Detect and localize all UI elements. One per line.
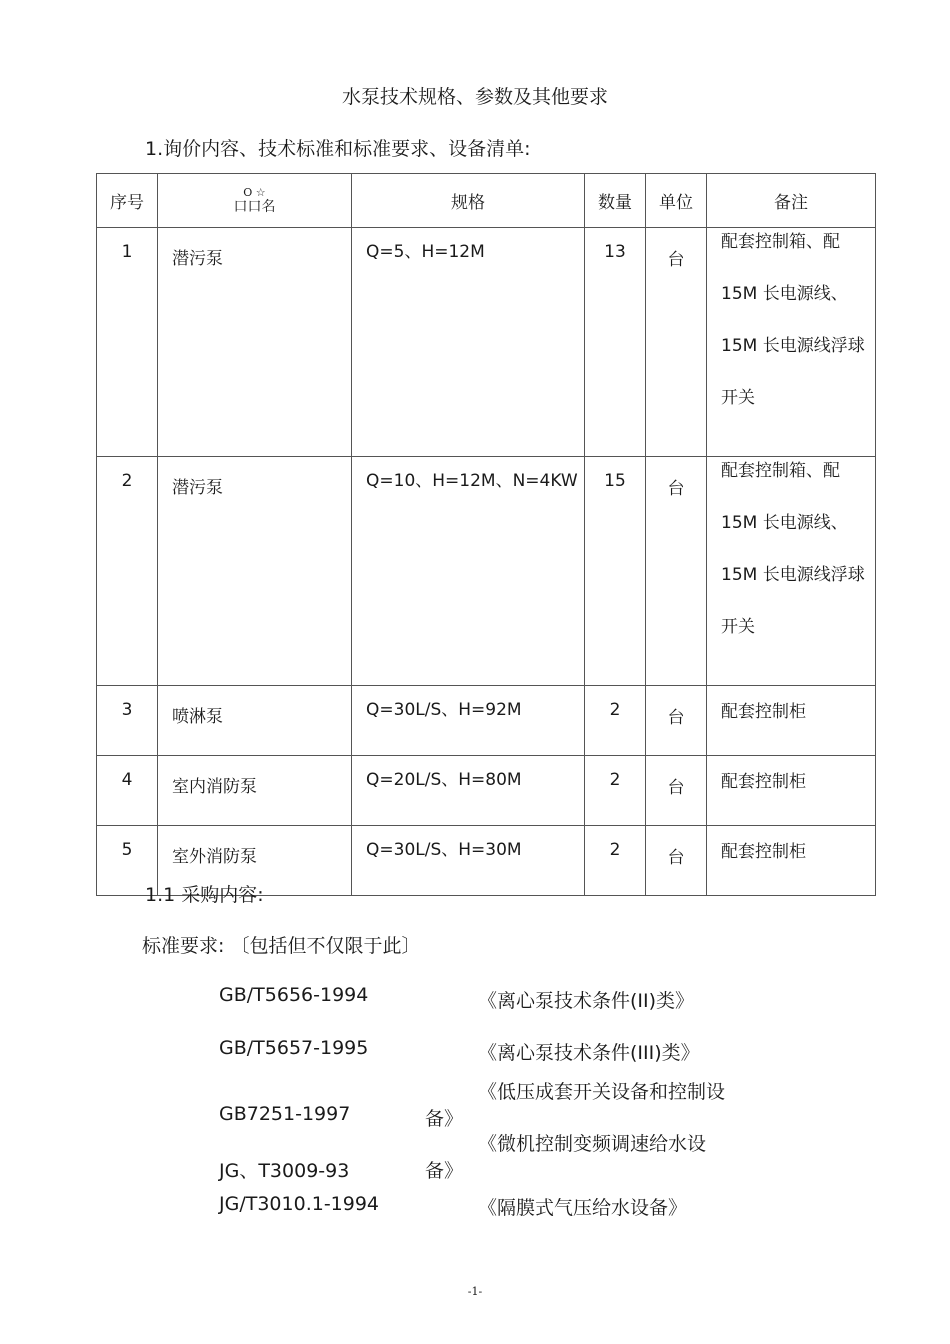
header-name-icon: O ☆ [243,185,266,199]
header-unit: 单位 [646,174,707,228]
row-qty: 13 [585,228,646,457]
row-unit: 台 [646,756,707,826]
row-unit: 台 [646,457,707,686]
table-row [97,457,876,686]
row-unit: 台 [646,228,707,457]
row-spec: Q=10、H=12M、N=4KW [352,457,585,686]
header-remark: 备注 [707,174,876,228]
header-name [158,174,352,228]
row-remark [707,228,876,457]
standard-code: JG、T3009-93 [219,1160,350,1182]
standard-code: JG/T3010.1-1994 [219,1193,380,1215]
standard-name: 《微机控制变频调速给水设 [478,1133,707,1155]
row-no: 4 [97,756,158,826]
standards-label: 标准要求: 〔包括但不仅限于此〕 [142,935,421,957]
remark-line: 开关 [721,388,755,408]
row-no: 1 [97,228,158,457]
row-no: 3 [97,686,158,756]
row-qty: 15 [585,457,646,686]
row-no: 5 [97,826,158,896]
row-qty: 2 [585,686,646,756]
remark-line: 15M 长电源线、 [721,513,848,533]
standard-code: GB/T5656-1994 [219,984,369,1006]
row-name: 室外消防泵 [158,826,352,896]
standard-name-tail: 备》 [425,1108,464,1130]
row-unit: 台 [646,686,707,756]
remark-line: 15M 长电源线、 [721,284,848,304]
standard-name: 《离心泵技术条件(II)类》 [478,990,695,1012]
remark-line: 15M 长电源线浮球 [721,336,865,356]
standard-name: 《离心泵技术条件(III)类》 [478,1042,700,1064]
standard-code: GB7251-1997 [219,1103,351,1125]
equipment-table [96,173,876,896]
row-spec: Q=20L/S、H=80M [352,756,585,826]
row-qty: 2 [585,756,646,826]
row-spec: Q=30L/S、H=30M [352,826,585,896]
page-number: -1- [467,1285,483,1298]
standard-code: GB/T5657-1995 [219,1037,369,1059]
section-heading-1-1: 1.1 采购内容: [145,884,264,906]
row-remark: 配套控制柜 [707,756,876,826]
table-row [97,686,876,756]
header-no: 序号 [97,174,158,228]
row-remark: 配套控制柜 [707,826,876,896]
table-row [97,756,876,826]
row-name: 潜污泵 [158,457,352,686]
row-spec-text: Q=5、H=12M [366,242,485,262]
standard-name-tail: 备》 [425,1160,464,1182]
header-qty: 数量 [585,174,646,228]
header-name-label: 口口名 [233,198,276,215]
table-header-row [97,174,876,228]
row-spec [352,228,585,457]
remark-line: 开关 [721,617,755,637]
row-unit: 台 [646,826,707,896]
row-name: 室内消防泵 [158,756,352,826]
row-remark: 配套控制柜 [707,686,876,756]
row-no: 2 [97,457,158,686]
remark-line: 配套控制箱、配 [721,232,840,252]
header-spec: 规格 [352,174,585,228]
remark-line: 配套控制箱、配 [721,461,840,481]
standard-name: 《低压成套开关设备和控制设 [478,1081,726,1103]
row-name: 潜污泵 [158,228,352,457]
row-remark [707,457,876,686]
section-heading-1: 1.询价内容、技术标准和标准要求、设备清单: [145,138,531,160]
standard-name: 《隔膜式气压给水设备》 [478,1197,688,1219]
table-row [97,228,876,457]
page-title: 水泵技术规格、参数及其他要求 [341,86,608,108]
row-name: 喷淋泵 [158,686,352,756]
remark-line: 15M 长电源线浮球 [721,565,865,585]
row-spec: Q=30L/S、H=92M [352,686,585,756]
row-qty: 2 [585,826,646,896]
